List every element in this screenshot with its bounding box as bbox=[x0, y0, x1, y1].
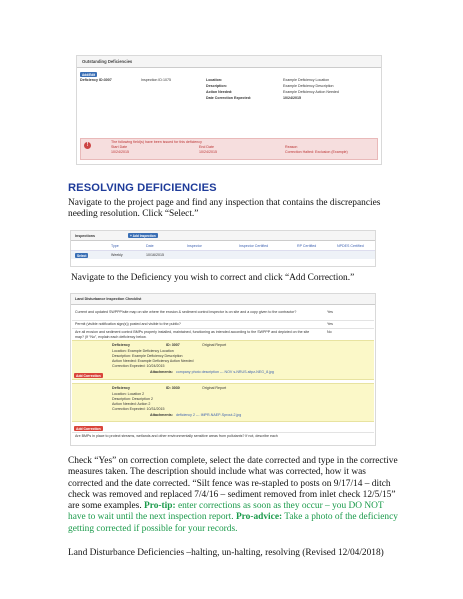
warning-col: Start Date bbox=[111, 145, 128, 149]
column-header: Type bbox=[111, 244, 119, 248]
deficiency-id: ID: 3007 bbox=[166, 343, 180, 347]
row-divider bbox=[72, 328, 374, 329]
column-header: Date bbox=[146, 244, 154, 248]
deficiency-id: Deficiency ID:3007 bbox=[80, 78, 112, 82]
table-cell: Weekly bbox=[111, 253, 123, 257]
original-report: Original Report bbox=[202, 386, 227, 390]
attachment-link[interactable]: company photo description --- NOV s-NRUS-sitpz-NEG_8.jpg bbox=[176, 370, 274, 374]
checklist-question: Are all erosion and sediment control BMPs properly installed, maintained, functioning as intended according to the SWPPP and depicted on the site map? (If “No”, explain each deficiency below. bbox=[75, 330, 310, 339]
corrective-instructions: Check “Yes” on correction complete, select the date corrected and type in the corrective measures taken. The description should include what was corrected, how it was corrected and the date corrected. “Silt fence was re-stapled to posts on 9/17/14 – ditch check was removed and replaced 7/4/16 – sediment removed from inlet check 12/5/15” are some examples. bbox=[68, 456, 398, 512]
row-divider bbox=[72, 432, 374, 433]
deficiency-line: Location: Location 2 bbox=[112, 392, 145, 396]
add-correction-button[interactable]: Add Correction bbox=[76, 426, 101, 431]
deficiency-title: Deficiency bbox=[112, 343, 130, 347]
checklist-answer: Yes bbox=[327, 310, 333, 314]
panel-header bbox=[71, 294, 375, 305]
field-label: Date Correction Expected: bbox=[206, 96, 252, 100]
deficiency-line: Description: Description 2 bbox=[112, 397, 153, 401]
pro-tip-label: Pro-tip: bbox=[144, 501, 176, 512]
attachments-label: Attachments: bbox=[150, 370, 173, 374]
inspection-id: Inspection ID:1075 bbox=[141, 78, 171, 82]
warning-col: Reason bbox=[285, 145, 298, 149]
pro-advice-text: Take a photo of the deficiency getting corrected if possible for your records. bbox=[68, 512, 398, 534]
alert-icon: ! bbox=[84, 142, 91, 149]
deficiency-line: Correction Expected: 10/24/2015 bbox=[112, 364, 165, 368]
deficiency-line: Action Needed: Action 2 bbox=[112, 402, 151, 406]
field-value: Example Deficiency Description bbox=[283, 84, 334, 88]
deficiency-line: Action Needed: Example Deficiency Action Needed bbox=[112, 359, 194, 363]
checklist-answer: No bbox=[327, 330, 332, 334]
deficiency-line: Description: Example Deficiency Description bbox=[112, 354, 183, 358]
instruction-paragraph-1: Navigate to the project page and find any inspection that contains the discrepancies needing resolution. Click “Select.” bbox=[68, 198, 381, 220]
warning-val: Correction Halted: Exclusion (Example) bbox=[285, 150, 348, 154]
warning-title: The following field(s) have been issued for this deficiency bbox=[111, 140, 202, 144]
column-header: RP Certified bbox=[297, 244, 317, 248]
deficiency-line: Correction Expected: 10/31/2015 bbox=[112, 407, 165, 411]
section-heading: RESOLVING DEFICIENCIES bbox=[68, 182, 217, 194]
panel-header bbox=[77, 56, 381, 68]
select-button[interactable]: Select bbox=[77, 253, 87, 258]
deficiency-id: ID: 3030 bbox=[166, 386, 180, 390]
column-header: NPDES Certified bbox=[337, 244, 364, 248]
deficiency-card-2 bbox=[72, 383, 374, 422]
deficiency-card-1 bbox=[72, 340, 374, 380]
attachment-link[interactable]: deficiency 2 --- IMPR-NAEP-Sprout-2.jpg bbox=[176, 413, 242, 417]
column-header: Inspector bbox=[187, 244, 202, 248]
deficiency-title: Deficiency bbox=[112, 386, 130, 390]
warning-val: 10/24/2015 bbox=[111, 150, 129, 154]
field-label: Action Needed: bbox=[206, 90, 233, 94]
warning-val: 10/24/2015 bbox=[199, 150, 217, 154]
deficiency-line: Location: Example Deficiency Location bbox=[112, 349, 174, 353]
instruction-paragraph-3 bbox=[68, 456, 403, 535]
panel-title: Land Disturbance Inspection Checklist bbox=[75, 297, 142, 301]
panel-title: Inspections bbox=[75, 234, 95, 238]
add-inspection-button[interactable]: + Add Inspection bbox=[130, 233, 156, 238]
checklist-question: Are BMPs in place to protect streams, wetlands and other environmentally sensitive areas from pollutants? If not, describe each bbox=[75, 434, 278, 438]
checklist-answer: Yes bbox=[327, 322, 333, 326]
table-cell: 10/16/2015 bbox=[146, 253, 164, 257]
original-report: Original Report bbox=[202, 343, 227, 347]
pro-tip-text: enter corrections as soon as they occur – you DO NOT have to wait until the next inspection report. bbox=[68, 501, 384, 523]
panel-title: Outstanding Deficiencies bbox=[82, 59, 133, 64]
field-label: Location: bbox=[206, 78, 223, 82]
pro-advice-label: Pro-advice: bbox=[235, 512, 283, 523]
checklist-question: Permit (visible notification sign(s)) posted and visible to the public? bbox=[75, 322, 181, 326]
table-row bbox=[71, 250, 375, 259]
field-label: Description: bbox=[206, 84, 227, 88]
field-value: 10/24/2015 bbox=[283, 96, 301, 100]
add-correction-button[interactable]: Add Correction bbox=[76, 373, 101, 378]
checklist-question: Current and updated SWPPP/site map on site where the erosion & sediment control inspector is on site and a copy given to the contractor? bbox=[75, 310, 297, 314]
add-edit-button[interactable]: Add/Edit bbox=[82, 72, 96, 77]
page-footer: Land Disturbance Deficiencies –halting, un-halting, resolving (Revised 12/04/2018) bbox=[68, 548, 384, 558]
panel-header bbox=[71, 231, 375, 241]
field-value: Example Deficiency Action Needed bbox=[283, 90, 339, 94]
halted-warning-box bbox=[80, 138, 378, 160]
row-divider bbox=[72, 320, 374, 321]
field-value: Example Deficiency Location bbox=[283, 78, 330, 82]
warning-col: End Date bbox=[199, 145, 214, 149]
outstanding-deficiencies-screenshot bbox=[76, 55, 382, 165]
attachments-label: Attachments: bbox=[150, 413, 173, 417]
checklist-screenshot bbox=[70, 293, 376, 446]
instruction-paragraph-2: Navigate to the Deficiency you wish to correct and click “Add Correction.” bbox=[71, 273, 355, 283]
inspections-screenshot bbox=[70, 230, 376, 267]
column-header: Inspector Certified bbox=[239, 244, 269, 248]
